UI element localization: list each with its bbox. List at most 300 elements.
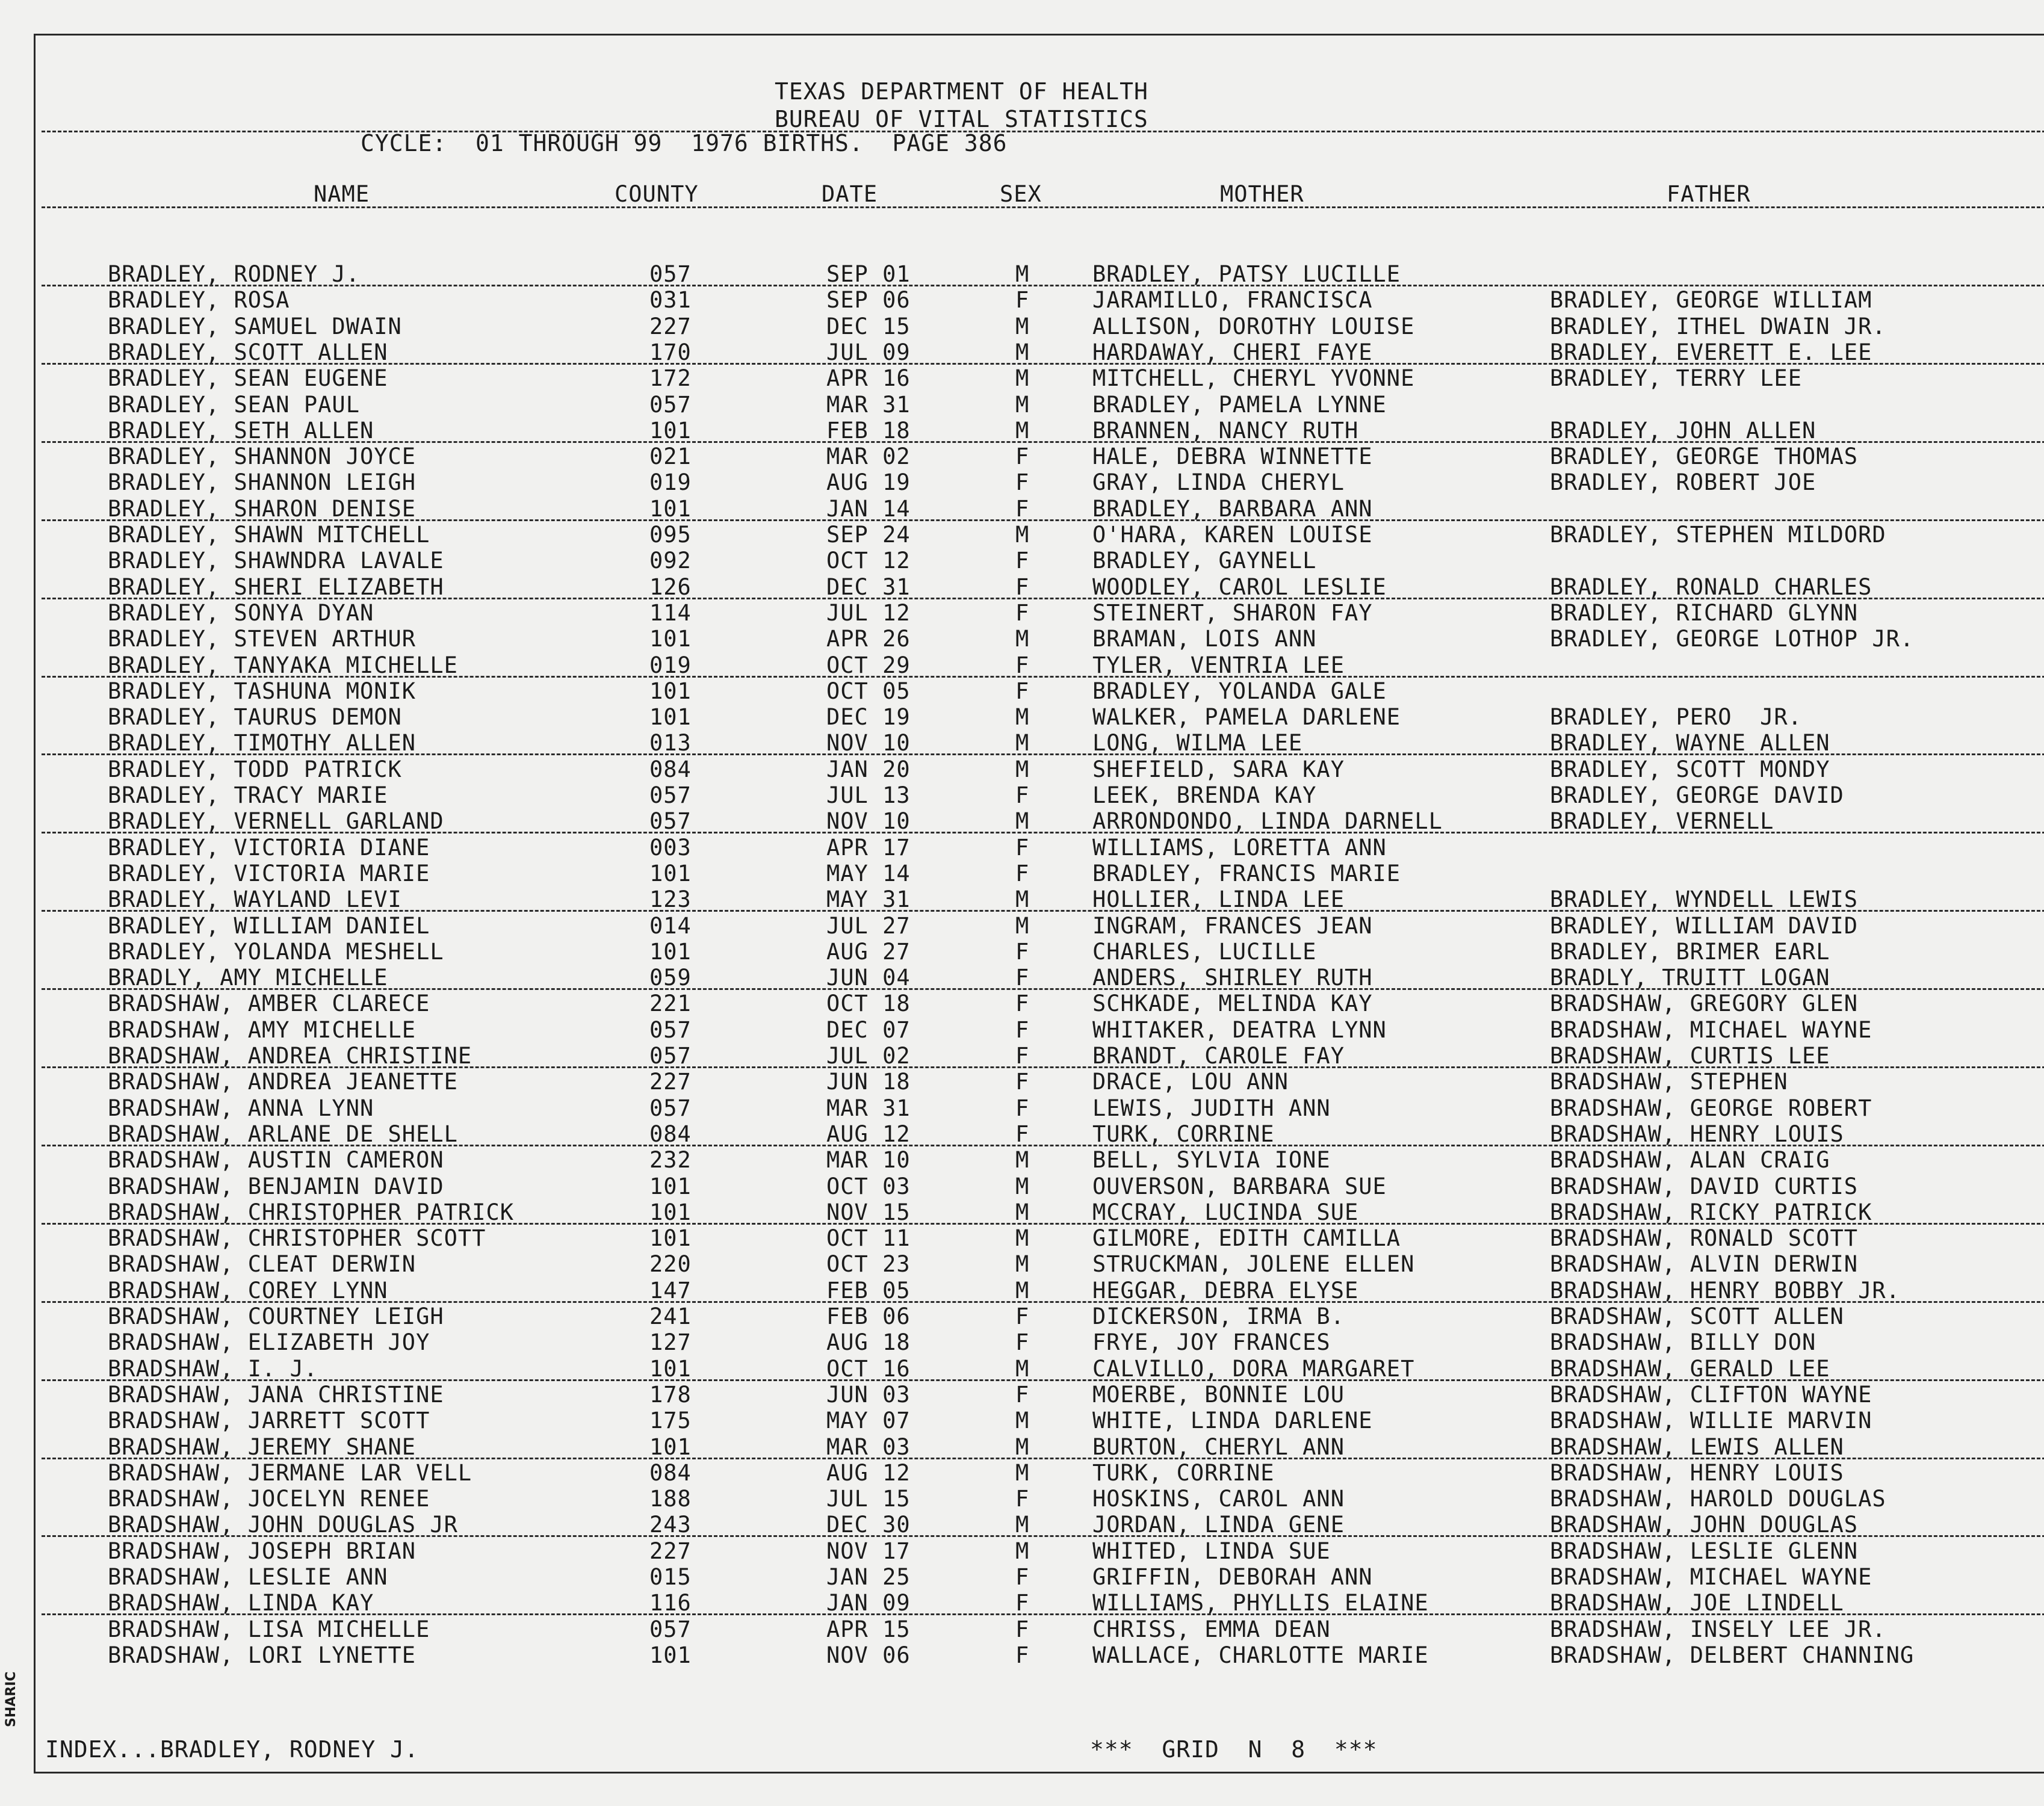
cell-county: 170 [649, 339, 692, 365]
cell-sex: F [1015, 939, 1030, 965]
cell-name: BRADLEY, SHERI ELIZABETH [108, 574, 444, 600]
cell-name: BRADLEY, SCOTT ALLEN [108, 339, 388, 365]
cell-father: BRADLEY, VERNELL [1550, 808, 1774, 834]
cell-sex: F [1015, 1642, 1030, 1668]
cell-father: BRADLEY, GEORGE LOTHOP JR. [1550, 626, 1915, 652]
cell-date: JUL 13 [826, 782, 911, 808]
row-separator [42, 1223, 2044, 1225]
cell-sex: M [1015, 522, 1030, 548]
cell-father: BRADSHAW, CURTIS LEE [1550, 1043, 1830, 1069]
row-separator [42, 441, 2044, 443]
cycle-line: CYCLE: 01 THROUGH 99 1976 BIRTHS. PAGE 386 [361, 130, 1008, 156]
cell-county: 014 [649, 913, 692, 939]
cell-date: OCT 23 [826, 1251, 911, 1277]
cell-sex: F [1015, 991, 1030, 1016]
cell-date: DEC 15 [826, 314, 911, 339]
cell-county: 031 [649, 287, 692, 313]
cell-name: BRADLEY, VICTORIA DIANE [108, 835, 430, 861]
side-mark: SHARIC [4, 1671, 19, 1727]
cell-date: MAY 31 [826, 886, 911, 912]
cell-sex: F [1015, 496, 1030, 522]
cell-date: JUN 18 [826, 1069, 911, 1095]
cell-mother: O'HARA, KAREN LOUISE [1092, 522, 1373, 548]
cell-mother: GRIFFIN, DEBORAH ANN [1092, 1564, 1373, 1590]
cell-father: BRADSHAW, MICHAEL WAYNE [1550, 1564, 1872, 1590]
cell-sex: F [1015, 1616, 1030, 1642]
cell-county: 101 [649, 1434, 692, 1460]
cell-county: 101 [649, 939, 692, 965]
cell-father: BRADLEY, ROBERT JOE [1550, 469, 1816, 495]
cell-county: 127 [649, 1329, 692, 1355]
row-separator [42, 1458, 2044, 1459]
cell-mother: WALKER, PAMELA DARLENE [1092, 704, 1401, 730]
cell-date: OCT 12 [826, 548, 911, 574]
cell-date: DEC 19 [826, 704, 911, 730]
cell-mother: MCCRAY, LUCINDA SUE [1092, 1199, 1359, 1225]
cell-date: DEC 30 [826, 1512, 911, 1538]
cell-date: MAR 03 [826, 1434, 911, 1460]
cell-date: JUL 09 [826, 339, 911, 365]
cell-sex: M [1015, 339, 1030, 365]
cell-date: SEP 01 [826, 261, 911, 287]
cell-county: 175 [649, 1408, 692, 1433]
cell-mother: BRAMAN, LOIS ANN [1092, 626, 1317, 652]
cell-date: JAN 25 [826, 1564, 911, 1590]
cell-father: BRADLEY, RICHARD GLYNN [1550, 600, 1859, 626]
cell-father: BRADSHAW, HENRY LOUIS [1550, 1121, 1844, 1147]
cell-father: BRADSHAW, JOHN DOUGLAS [1550, 1512, 1859, 1538]
cell-father: BRADLEY, BRIMER EARL [1550, 939, 1830, 965]
row-separator [42, 1066, 2044, 1068]
cell-sex: M [1015, 1147, 1030, 1173]
cell-sex: M [1015, 1460, 1030, 1486]
cell-mother: BELL, SYLVIA IONE [1092, 1147, 1331, 1173]
cell-name: BRADSHAW, ARLANE DE SHELL [108, 1121, 458, 1147]
cell-county: 101 [649, 496, 692, 522]
cell-mother: LONG, WILMA LEE [1092, 730, 1303, 756]
cell-date: APR 16 [826, 365, 911, 391]
cell-date: JAN 09 [826, 1590, 911, 1616]
cell-date: MAR 31 [826, 1095, 911, 1121]
cell-sex: M [1015, 1251, 1030, 1277]
cell-county: 188 [649, 1486, 692, 1512]
cell-name: BRADLEY, SHANNON JOYCE [108, 444, 417, 469]
cell-mother: WOODLEY, CAROL LESLIE [1092, 574, 1387, 600]
row-separator [42, 1535, 2044, 1537]
cell-name: BRADLEY, RODNEY J. [108, 261, 360, 287]
cell-mother: HOSKINS, CAROL ANN [1092, 1486, 1345, 1512]
cell-name: BRADSHAW, CHRISTOPHER PATRICK [108, 1199, 515, 1225]
cell-mother: BRADLEY, FRANCIS MARIE [1092, 861, 1401, 886]
cell-name: BRADSHAW, AUSTIN CAMERON [108, 1147, 444, 1173]
cell-name: BRADSHAW, JERMANE LAR VELL [108, 1460, 472, 1486]
cell-county: 227 [649, 314, 692, 339]
cell-county: 092 [649, 548, 692, 574]
cell-date: FEB 05 [826, 1278, 911, 1303]
cell-sex: M [1015, 730, 1030, 756]
cell-sex: M [1015, 1225, 1030, 1251]
cell-name: BRADLEY, TRACY MARIE [108, 782, 388, 808]
cell-sex: M [1015, 756, 1030, 782]
cell-sex: F [1015, 444, 1030, 469]
cell-county: 241 [649, 1303, 692, 1329]
cell-father: BRADLEY, STEPHEN MILDORD [1550, 522, 1886, 548]
cell-father: BRADSHAW, GREGORY GLEN [1550, 991, 1859, 1016]
cell-county: 116 [649, 1590, 692, 1616]
cell-county: 227 [649, 1069, 692, 1095]
cell-name: BRADSHAW, CLEAT DERWIN [108, 1251, 417, 1277]
cell-name: BRADLEY, WILLIAM DANIEL [108, 913, 430, 939]
cell-father: BRADSHAW, RONALD SCOTT [1550, 1225, 1859, 1251]
cell-mother: CHRISS, EMMA DEAN [1092, 1616, 1331, 1642]
cell-county: 243 [649, 1512, 692, 1538]
cell-date: NOV 15 [826, 1199, 911, 1225]
column-header-mother: MOTHER [1220, 181, 1304, 207]
cell-date: OCT 05 [826, 678, 911, 704]
cell-mother: STEINERT, SHARON FAY [1092, 600, 1373, 626]
cell-father: BRADSHAW, DELBERT CHANNING [1550, 1642, 1915, 1668]
cell-mother: OUVERSON, BARBARA SUE [1092, 1174, 1387, 1199]
cell-name: BRADSHAW, AMBER CLARECE [108, 991, 430, 1016]
cell-name: BRADSHAW, JOSEPH BRIAN [108, 1538, 417, 1564]
column-header-date: DATE [822, 181, 878, 207]
cell-county: 101 [649, 678, 692, 704]
cell-father: BRADSHAW, HENRY BOBBY JR. [1550, 1278, 1900, 1303]
cell-father: BRADLEY, GEORGE WILLIAM [1550, 287, 1872, 313]
cell-sex: F [1015, 1043, 1030, 1069]
cell-name: BRADSHAW, CHRISTOPHER SCOTT [108, 1225, 486, 1251]
cell-county: 021 [649, 444, 692, 469]
cell-sex: M [1015, 913, 1030, 939]
cell-sex: F [1015, 600, 1030, 626]
cell-mother: ANDERS, SHIRLEY RUTH [1092, 965, 1373, 991]
cell-name: BRADSHAW, JEREMY SHANE [108, 1434, 417, 1460]
cell-name: BRADSHAW, AMY MICHELLE [108, 1017, 417, 1043]
cell-father: BRADSHAW, CLIFTON WAYNE [1550, 1382, 1872, 1408]
cell-sex: M [1015, 1538, 1030, 1564]
cell-county: 172 [649, 365, 692, 391]
cell-sex: F [1015, 1382, 1030, 1408]
cell-date: NOV 10 [826, 730, 911, 756]
cell-mother: CHARLES, LUCILLE [1092, 939, 1317, 965]
cell-name: BRADSHAW, LORI LYNETTE [108, 1642, 417, 1668]
cell-sex: M [1015, 261, 1030, 287]
column-header-name: NAME [314, 181, 370, 207]
cell-name: BRADLEY, SONYA DYAN [108, 600, 374, 626]
cell-county: 095 [649, 522, 692, 548]
cell-date: AUG 19 [826, 469, 911, 495]
cell-county: 013 [649, 730, 692, 756]
bureau-title: BUREAU OF VITAL STATISTICS [775, 106, 1148, 132]
cell-sex: F [1015, 1564, 1030, 1590]
row-separator [42, 1301, 2044, 1303]
cell-date: JUL 15 [826, 1486, 911, 1512]
cell-father: BRADSHAW, LESLIE GLENN [1550, 1538, 1859, 1564]
cell-name: BRADLEY, TANYAKA MICHELLE [108, 652, 458, 678]
cell-mother: LEEK, BRENDA KAY [1092, 782, 1317, 808]
cell-name: BRADLEY, SEAN PAUL [108, 392, 360, 418]
cell-county: 101 [649, 1356, 692, 1382]
cell-mother: SCHKADE, MELINDA KAY [1092, 991, 1373, 1016]
cell-county: 015 [649, 1564, 692, 1590]
cell-mother: TYLER, VENTRIA LEE [1092, 652, 1345, 678]
cell-mother: WHITE, LINDA DARLENE [1092, 1408, 1373, 1433]
cell-sex: M [1015, 626, 1030, 652]
cell-name: BRADLEY, SHARON DENISE [108, 496, 417, 522]
cell-county: 019 [649, 652, 692, 678]
cell-county: 057 [649, 1616, 692, 1642]
cell-father: BRADLEY, TERRY LEE [1550, 365, 1802, 391]
cell-county: 101 [649, 1174, 692, 1199]
cell-mother: BRADLEY, GAYNELL [1092, 548, 1317, 574]
cell-county: 232 [649, 1147, 692, 1173]
cell-county: 101 [649, 1225, 692, 1251]
cell-sex: M [1015, 1278, 1030, 1303]
cell-county: 227 [649, 1538, 692, 1564]
cell-date: JUL 02 [826, 1043, 911, 1069]
cell-date: OCT 18 [826, 991, 911, 1016]
cell-date: MAY 14 [826, 861, 911, 886]
grid-footer: *** GRID N 8 *** [1090, 1736, 1378, 1763]
cell-mother: WHITED, LINDA SUE [1092, 1538, 1331, 1564]
cell-sex: F [1015, 861, 1030, 886]
cell-sex: F [1015, 1329, 1030, 1355]
cell-county: 057 [649, 808, 692, 834]
cell-date: AUG 27 [826, 939, 911, 965]
cell-sex: M [1015, 1408, 1030, 1433]
cell-date: SEP 24 [826, 522, 911, 548]
cell-county: 114 [649, 600, 692, 626]
cell-sex: F [1015, 1486, 1030, 1512]
cell-county: 101 [649, 704, 692, 730]
cell-mother: LEWIS, JUDITH ANN [1092, 1095, 1331, 1121]
cell-county: 057 [649, 392, 692, 418]
cell-name: BRADLEY, SHAWNDRA LAVALE [108, 548, 444, 574]
cell-father: BRADLEY, WAYNE ALLEN [1550, 730, 1830, 756]
cell-date: MAR 31 [826, 392, 911, 418]
cell-father: BRADSHAW, JOE LINDELL [1550, 1590, 1844, 1616]
cell-mother: GRAY, LINDA CHERYL [1092, 469, 1345, 495]
cell-name: BRADSHAW, LINDA KAY [108, 1590, 374, 1616]
cell-sex: M [1015, 1434, 1030, 1460]
cell-date: JAN 20 [826, 756, 911, 782]
row-separator [42, 753, 2044, 755]
cell-father: BRADSHAW, WILLIE MARVIN [1550, 1408, 1872, 1433]
cell-date: NOV 17 [826, 1538, 911, 1564]
cell-name: BRADSHAW, BENJAMIN DAVID [108, 1174, 444, 1199]
row-separator [42, 519, 2044, 521]
cell-name: BRADLEY, VERNELL GARLAND [108, 808, 444, 834]
cell-name: BRADLEY, TODD PATRICK [108, 756, 402, 782]
cell-mother: HEGGAR, DEBRA ELYSE [1092, 1278, 1359, 1303]
cell-date: OCT 11 [826, 1225, 911, 1251]
cell-sex: M [1015, 1512, 1030, 1538]
cell-mother: WILLIAMS, PHYLLIS ELAINE [1092, 1590, 1429, 1616]
cell-sex: F [1015, 1069, 1030, 1095]
cell-sex: F [1015, 652, 1030, 678]
microfilm-page [34, 34, 2044, 1774]
cell-date: DEC 31 [826, 574, 911, 600]
cell-sex: M [1015, 314, 1030, 339]
cell-mother: HOLLIER, LINDA LEE [1092, 886, 1345, 912]
row-separator [42, 1613, 2044, 1615]
cell-date: APR 15 [826, 1616, 911, 1642]
cell-mother: SHEFIELD, SARA KAY [1092, 756, 1345, 782]
cell-date: JUL 27 [826, 913, 911, 939]
row-separator [42, 676, 2044, 678]
cell-mother: BRADLEY, YOLANDA GALE [1092, 678, 1387, 704]
cell-county: 019 [649, 469, 692, 495]
cell-mother: MOERBE, BONNIE LOU [1092, 1382, 1345, 1408]
cell-name: BRADSHAW, I. J. [108, 1356, 318, 1382]
cell-mother: ALLISON, DOROTHY LOUISE [1092, 314, 1415, 339]
cell-sex: M [1015, 1174, 1030, 1199]
cell-date: JUN 04 [826, 965, 911, 991]
cell-name: BRADSHAW, LESLIE ANN [108, 1564, 388, 1590]
column-header-county: COUNTY [615, 181, 699, 207]
cell-father: BRADLEY, PERO JR. [1550, 704, 1802, 730]
cell-name: BRADLEY, SEAN EUGENE [108, 365, 388, 391]
cell-mother: INGRAM, FRANCES JEAN [1092, 913, 1373, 939]
row-separator [42, 910, 2044, 912]
cell-sex: F [1015, 678, 1030, 704]
cell-father: BRADSHAW, BILLY DON [1550, 1329, 1816, 1355]
cell-sex: M [1015, 1356, 1030, 1382]
cell-mother: WALLACE, CHARLOTTE MARIE [1092, 1642, 1429, 1668]
cell-mother: BURTON, CHERYL ANN [1092, 1434, 1345, 1460]
cell-name: BRADSHAW, ANNA LYNN [108, 1095, 374, 1121]
cell-father: BRADSHAW, DAVID CURTIS [1550, 1174, 1859, 1199]
row-separator [42, 598, 2044, 599]
row-separator [42, 1145, 2044, 1146]
cell-name: BRADLEY, SAMUEL DWAIN [108, 314, 402, 339]
cell-sex: F [1015, 1017, 1030, 1043]
row-separator [42, 988, 2044, 990]
cell-county: 084 [649, 1121, 692, 1147]
cell-county: 003 [649, 835, 692, 861]
cell-mother: BRANNEN, NANCY RUTH [1092, 418, 1359, 444]
row-separator [42, 832, 2044, 833]
cell-name: BRADSHAW, ANDREA CHRISTINE [108, 1043, 472, 1069]
cell-date: AUG 18 [826, 1329, 911, 1355]
cell-county: 057 [649, 1017, 692, 1043]
cell-sex: F [1015, 1303, 1030, 1329]
cell-name: BRADLEY, ROSA [108, 287, 290, 313]
cell-father: BRADLEY, ITHEL DWAIN JR. [1550, 314, 1886, 339]
cell-county: 101 [649, 1642, 692, 1668]
cell-mother: MITCHELL, CHERYL YVONNE [1092, 365, 1415, 391]
cell-sex: F [1015, 469, 1030, 495]
cell-date: FEB 18 [826, 418, 911, 444]
cell-name: BRADLEY, STEVEN ARTHUR [108, 626, 417, 652]
cell-date: APR 26 [826, 626, 911, 652]
cell-sex: M [1015, 418, 1030, 444]
cell-name: BRADLEY, TASHUNA MONIK [108, 678, 417, 704]
cell-date: MAR 10 [826, 1147, 911, 1173]
cell-sex: F [1015, 1590, 1030, 1616]
cell-name: BRADLY, AMY MICHELLE [108, 965, 388, 991]
cell-county: 101 [649, 418, 692, 444]
cell-father: BRADSHAW, LEWIS ALLEN [1550, 1434, 1844, 1460]
column-header-father: FATHER [1667, 181, 1751, 207]
cell-father: BRADSHAW, INSELY LEE JR. [1550, 1616, 1886, 1642]
cell-county: 057 [649, 1043, 692, 1069]
cell-name: BRADLEY, VICTORIA MARIE [108, 861, 430, 886]
cell-name: BRADLEY, TIMOTHY ALLEN [108, 730, 417, 756]
cell-county: 101 [649, 1199, 692, 1225]
cell-mother: DRACE, LOU ANN [1092, 1069, 1289, 1095]
column-header-rule [42, 206, 2044, 208]
cell-mother: JARAMILLO, FRANCISCA [1092, 287, 1373, 313]
cell-mother: BRADLEY, PATSY LUCILLE [1092, 261, 1401, 287]
cell-father: BRADSHAW, SCOTT ALLEN [1550, 1303, 1844, 1329]
cell-mother: WHITAKER, DEATRA LYNN [1092, 1017, 1387, 1043]
cell-name: BRADLEY, SHAWN MITCHELL [108, 522, 430, 548]
cell-name: BRADSHAW, LISA MICHELLE [108, 1616, 430, 1642]
cell-date: JUL 12 [826, 600, 911, 626]
cell-sex: F [1015, 965, 1030, 991]
cell-mother: STRUCKMAN, JOLENE ELLEN [1092, 1251, 1415, 1277]
cell-county: 057 [649, 782, 692, 808]
cell-mother: HALE, DEBRA WINNETTE [1092, 444, 1373, 469]
cell-date: FEB 06 [826, 1303, 911, 1329]
cell-date: AUG 12 [826, 1121, 911, 1147]
cell-sex: M [1015, 704, 1030, 730]
cell-father: BRADLY, TRUITT LOGAN [1550, 965, 1830, 991]
cell-name: BRADSHAW, COURTNEY LEIGH [108, 1303, 444, 1329]
cell-county: 220 [649, 1251, 692, 1277]
cell-county: 057 [649, 1095, 692, 1121]
cell-sex: F [1015, 1121, 1030, 1147]
cell-father: BRADSHAW, RICKY PATRICK [1550, 1199, 1872, 1225]
cell-date: OCT 16 [826, 1356, 911, 1382]
cell-sex: M [1015, 365, 1030, 391]
cell-date: AUG 12 [826, 1460, 911, 1486]
cell-mother: TURK, CORRINE [1092, 1121, 1275, 1147]
cell-name: BRADSHAW, JOHN DOUGLAS JR [108, 1512, 458, 1538]
cell-date: SEP 06 [826, 287, 911, 313]
cell-mother: TURK, CORRINE [1092, 1460, 1275, 1486]
index-footer: INDEX...BRADLEY, RODNEY J. [45, 1736, 419, 1763]
cell-date: OCT 29 [826, 652, 911, 678]
cell-name: BRADLEY, WAYLAND LEVI [108, 886, 402, 912]
cell-father: BRADLEY, WILLIAM DAVID [1550, 913, 1859, 939]
cell-date: MAR 02 [826, 444, 911, 469]
cell-father: BRADLEY, GEORGE DAVID [1550, 782, 1844, 808]
cell-sex: F [1015, 548, 1030, 574]
cell-father: BRADSHAW, HENRY LOUIS [1550, 1460, 1844, 1486]
cell-name: BRADLEY, TAURUS DEMON [108, 704, 402, 730]
cell-mother: GILMORE, EDITH CAMILLA [1092, 1225, 1401, 1251]
cell-county: 059 [649, 965, 692, 991]
cell-sex: M [1015, 1199, 1030, 1225]
cell-county: 101 [649, 861, 692, 886]
cell-mother: DICKERSON, IRMA B. [1092, 1303, 1345, 1329]
cell-county: 221 [649, 991, 692, 1016]
cell-mother: FRYE, JOY FRANCES [1092, 1329, 1331, 1355]
cell-sex: M [1015, 808, 1030, 834]
cell-mother: JORDAN, LINDA GENE [1092, 1512, 1345, 1538]
cell-name: BRADLEY, SHANNON LEIGH [108, 469, 417, 495]
cell-father: BRADLEY, WYNDELL LEWIS [1550, 886, 1859, 912]
cell-mother: WILLIAMS, LORETTA ANN [1092, 835, 1387, 861]
cell-name: BRADLEY, SETH ALLEN [108, 418, 374, 444]
cell-date: NOV 06 [826, 1642, 911, 1668]
cell-father: BRADLEY, SCOTT MONDY [1550, 756, 1830, 782]
cell-sex: M [1015, 886, 1030, 912]
cell-mother: CALVILLO, DORA MARGARET [1092, 1356, 1415, 1382]
cell-father: BRADSHAW, ALAN CRAIG [1550, 1147, 1830, 1173]
